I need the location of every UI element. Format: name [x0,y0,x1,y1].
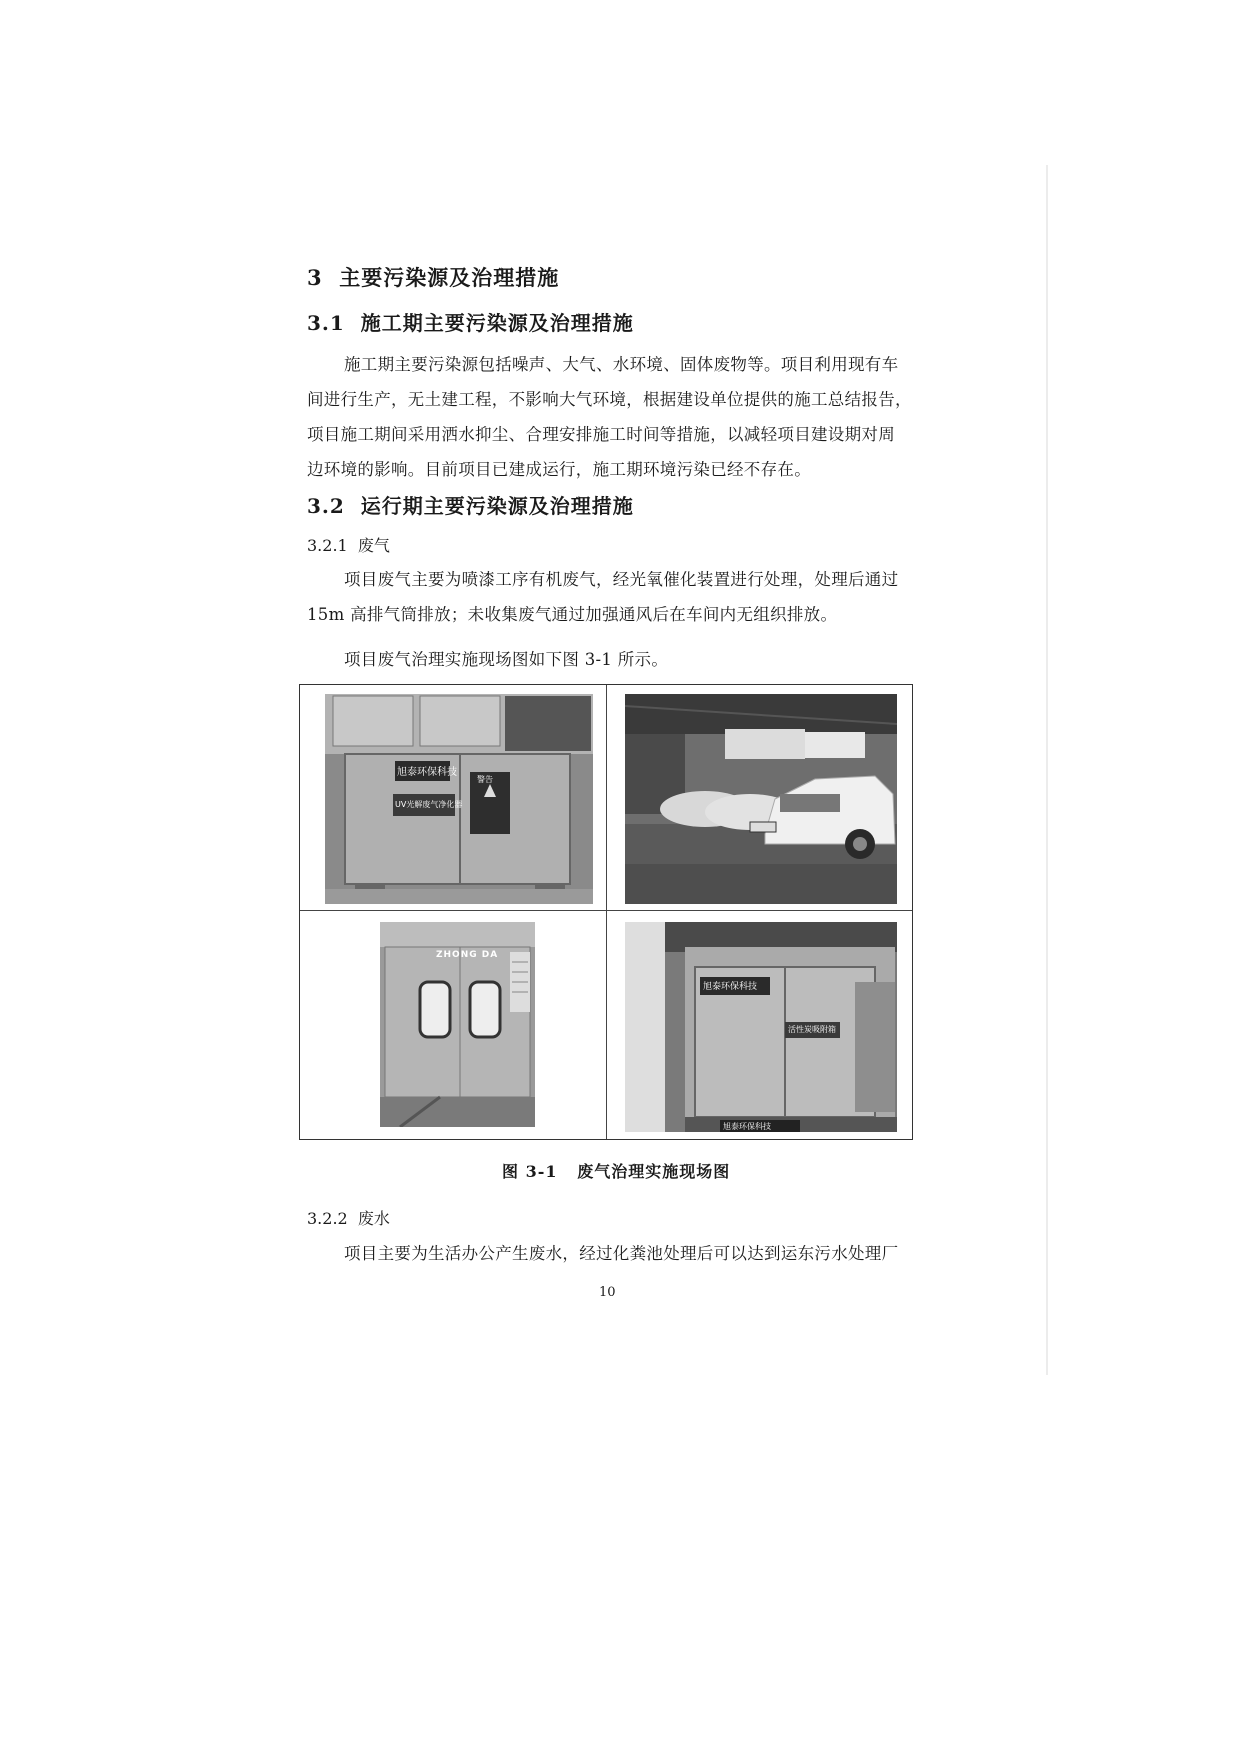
photo-workshop-cars [625,694,897,904]
photo-text-device-label: 活性炭吸附箱 [788,1025,836,1034]
subsection-3-1-heading [307,307,634,336]
section-heading [307,262,559,292]
paragraph-line: 间进行生产，无土建工程，不影响大气环境，根据建设单位提供的施工总结报告， [307,390,912,409]
paragraph-line: 项目施工期间采用洒水抑尘、合理安排施工时间等措施，以减轻项目建设期对周 [307,425,895,444]
subsection-3-1-number: 3.1 [307,311,345,335]
photo-spray-booth [380,922,535,1127]
figure-divider-horizontal [300,910,912,911]
paragraph-line: 15m 高排气筒排放；未收集废气通过加强通风后在车间内无组织排放。 [307,605,838,624]
paragraph-line: 边环境的影响。目前项目已建成运行，施工期环境污染已经不存在。 [307,460,811,479]
item-3-2-1-title: 废气 [357,536,390,555]
item-3-2-1-number: 3.2.1 [307,536,348,555]
subsection-3-1-title: 施工期主要污染源及治理措施 [360,311,634,335]
photo-carbon-adsorber [625,922,897,1132]
section-number: 3 [307,265,323,290]
photo-uv-purifier [325,694,593,904]
photo-text-brand-bottom: 旭泰环保科技 [723,1122,771,1131]
item-3-2-1-heading [307,533,390,556]
page-number: 10 [599,1285,616,1300]
figure-title: 废气治理实施现场图 [577,1162,731,1181]
photo-text-brand: 旭泰环保科技 [397,767,457,778]
photo-text-device-label: UV光解废气净化器 [395,800,463,809]
subsection-3-2-title: 运行期主要污染源及治理措施 [360,494,634,518]
photo-text-warning: 警告 [477,775,493,784]
figure-intro: 项目废气治理实施现场图如下图 3-1 所示。 [344,650,669,669]
item-3-2-2-heading [307,1206,390,1229]
subsection-3-2-number: 3.2 [307,494,345,518]
figure-divider-vertical [606,685,607,1139]
subsection-3-2-heading [307,490,634,519]
paragraph-line: 项目废气主要为喷漆工序有机废气，经光氧催化装置进行处理，处理后通过 [344,570,899,589]
paragraph-line: 项目主要为生活办公产生废水，经过化粪池处理后可以达到运东污水处理厂 [344,1244,899,1263]
item-3-2-2-title: 废水 [357,1209,390,1228]
item-3-2-2-number: 3.2.2 [307,1209,348,1228]
section-title: 主要污染源及治理措施 [339,265,560,290]
figure-frame [299,684,913,1140]
figure-label: 图 3-1 [502,1162,558,1181]
paragraph-line: 施工期主要污染源包括噪声、大气、水环境、固体废物等。项目利用现有车 [344,355,899,374]
photo-text-brand: 旭泰环保科技 [703,982,758,992]
photo-text-brand: ZHONG DA [436,950,499,960]
scan-edge-line [1046,165,1048,1375]
figure-caption [502,1159,730,1182]
